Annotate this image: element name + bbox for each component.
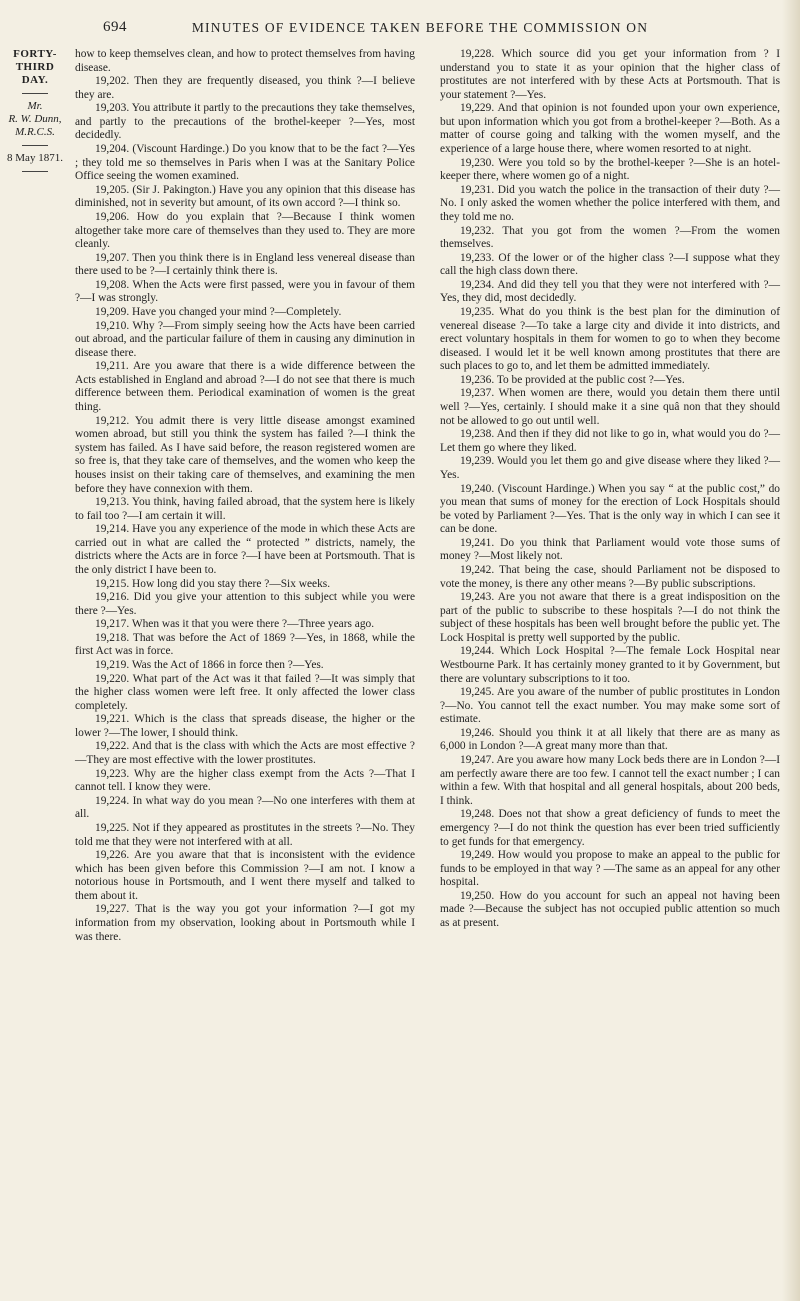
evidence-paragraph: 19,229. And that opinion is not founded upon your own experience, but upon information which you got from a brothel-keeper ?—Both. As a matter of course going and talking with the women myself, and the experience of a large house there, where women resorted to at night.	[440, 102, 780, 156]
margin-rule	[22, 93, 48, 94]
witness-title: Mr.	[27, 100, 43, 112]
sitting-date: 8 May 1871.	[7, 152, 63, 164]
page-header	[60, 16, 780, 40]
evidence-paragraph: 19,233. Of the lower or of the higher class ?—I suppose what they call the high class down there.	[440, 251, 780, 278]
evidence-paragraph: 19,230. Were you told so by the brothel-keeper ?—She is an hotel-keeper there, where women go of a night.	[440, 156, 780, 183]
evidence-paragraph: 19,236. To be provided at the public cost ?—Yes.	[460, 373, 685, 386]
evidence-paragraph: 19,247. Are you aware how many Lock beds there are in London ?—I am perfectly aware there are too few. I cannot tell the exact number ; I can within a few. With that hospital and all general hospitals, about 200 beds, I think.	[440, 754, 780, 807]
evidence-paragraph: 19,244. Which Lock Hospital ?—The female Lock Hospital near Westbourne Park. It has certainly money granted to it by Government, but there are voluntary subscriptions to it too.	[440, 645, 780, 685]
page-number: 694	[103, 19, 127, 35]
evidence-paragraph: 19,213. You think, having failed abroad, that the system here is likely to fail too ?—I am certain it will.	[75, 496, 415, 522]
evidence-paragraph: 19,240. (Viscount Hardinge.) When you say “ at the public cost,” do you mean that sums of money for the erection of Lock Hospitals should be voted by Parliament ?—Yes. That is the only way in which I can see it can be done.	[440, 482, 780, 536]
witness-qualifications: M.R.C.S.	[15, 126, 55, 138]
evidence-paragraph: 19,220. What part of the Act was it that failed ?—It was simply that the higher class women were left free. It only affected the lower class completely.	[75, 672, 415, 712]
evidence-paragraph: 19,222. And that is the class with which the Acts are most effective ?—They are most effective with the lower prostitutes.	[75, 740, 415, 767]
evidence-paragraph: 19,250. How do you account for such an appeal not having been made ?—Because the subject has not occupied public attention so much as at present.	[440, 889, 780, 929]
day-label-2: THIRD DAY.	[15, 61, 55, 86]
evidence-paragraph: 19,234. And did they tell you that they were not interfered with ?—Yes, they did, most decidedly.	[440, 278, 780, 305]
evidence-paragraph: 19,212. You admit there is very little disease amongst examined women abroad, but still you think the system has failed ?—I think the system has failed. As I have said before, the reason registered women are so free is, that they take care of themselves, and the women who keep the houses insist on their taking care of themselves, and examining the men before they have connexion with them.	[75, 414, 415, 495]
evidence-paragraph: 19,241. Do you think that Parliament would vote those sums of money ?—Most likely not.	[440, 536, 780, 563]
evidence-paragraph: 19,207. Then you think there is in England less venereal disease than there used to be ?—I certainly think there is.	[75, 251, 415, 278]
evidence-paragraph: 19,237. When women are there, would you detain them there until well ?—Yes, certainly. I should make it a sine quâ non that they should not be allowed to go out until well.	[440, 387, 780, 427]
scan-edge-shadow	[782, 0, 800, 1301]
evidence-paragraph: 19,216. Did you give your attention to this subject while you were there ?—Yes.	[75, 591, 415, 617]
evidence-paragraph: 19,249. How would you propose to make an appeal to the public for funds to be employed in that way ? —The same as an appeal for any other hospital.	[440, 849, 780, 889]
margin-rule	[22, 171, 48, 172]
evidence-paragraph: 19,210. Why ?—From simply seeing how the Acts have been carried out abroad, and the particular failure of them in causing any diminution in disease there.	[75, 319, 415, 359]
evidence-paragraph: 19,215. How long did you stay there ?—Six weeks.	[95, 577, 331, 590]
evidence-paragraph: 19,232. That you got from the women ?—From the women themselves.	[440, 224, 780, 251]
evidence-paragraph: 19,242. That being the case, should Parliament not be disposed to vote the money, is there any other means ?—By public subscriptions.	[440, 563, 780, 590]
evidence-paragraph: 19,204. (Viscount Hardinge.) Do you know that to be the fact ?—Yes ; they told me so themselves in Paris when I was at the Sanitary Police Office seeing the women examined.	[75, 143, 415, 183]
evidence-paragraph: 19,228. Which source did you get your information from ? I understand you to state it as your opinion that the higher class of prostitutes are not interfered with by these Acts at Portsmouth. That is your statement ?—Yes.	[440, 48, 780, 101]
margin-notes	[4, 48, 66, 178]
evidence-paragraph: 19,211. Are you aware that there is a wide difference between the Acts established in England and abroad ?—I do not see that there is much difference between them. Periodical examination of women is the great thing.	[75, 360, 415, 414]
evidence-paragraph: 19,243. Are you not aware that there is a great indisposition on the part of the public to subscribe to these hospitals ?—I do not think the subject of these hospitals has been well brought before the public yet. The Lock Hospital is pretty well supported by the public.	[440, 591, 780, 644]
evidence-paragraph: 19,224. In what way do you mean ?—No one interferes with them at all.	[75, 794, 415, 821]
evidence-paragraph: how to keep themselves clean, and how to protect themselves from having disease.	[75, 48, 415, 74]
evidence-paragraph: 19,208. When the Acts were first passed, were you in favour of them ?—I was strongly.	[75, 278, 415, 305]
evidence-paragraph: 19,238. And then if they did not like to go in, what would you do ?—Let them go where they liked.	[440, 428, 780, 454]
evidence-paragraph: 19,217. When was it that you were there ?—Three years ago.	[95, 618, 375, 631]
evidence-paragraph: 19,221. Which is the class that spreads disease, the higher or the lower ?—The lower, I should think.	[75, 713, 415, 739]
evidence-paragraph: 19,219. Was the Act of 1866 in force then ?—Yes.	[95, 659, 324, 672]
evidence-paragraph: 19,206. How do you explain that ?—Because I think women altogether take more care of themselves than they used to. They are more cleanly.	[75, 210, 415, 251]
evidence-paragraph: 19,239. Would you let them go and give disease where they liked ?—Yes.	[440, 455, 780, 481]
right-column	[440, 48, 780, 931]
evidence-paragraph: 19,202. Then they are frequently diseased, you think ?—I believe they are.	[75, 75, 415, 101]
evidence-paragraph: 19,226. Are you aware that that is inconsistent with the evidence which has been given before this Commission ?—I am not. I know a notorious house in Portsmouth, and I went there myself and talked to them about it.	[75, 849, 415, 902]
day-label-1: FORTY-	[13, 48, 57, 60]
evidence-paragraph: 19,245. Are you aware of the number of public prostitutes in London ?—No. You cannot tell the exact number. You may make some sort of estimate.	[440, 686, 780, 726]
evidence-paragraph: 19,203. You attribute it partly to the precautions they take themselves, and partly to the precautions of the brothel-keeper ?—Yes, most decidedly.	[75, 102, 415, 142]
running-title: MINUTES OF EVIDENCE TAKEN BEFORE THE COMMISSION ON	[191, 20, 649, 35]
evidence-paragraph: 19,227. That is the way you got your information ?—I got my information from my observation, looking about in Portsmouth while I was there.	[75, 903, 415, 943]
margin-rule	[22, 145, 48, 146]
witness-name: R. W. Dunn,	[8, 113, 62, 125]
evidence-paragraph: 19,209. Have you changed your mind ?—Completely.	[95, 305, 342, 318]
evidence-paragraph: 19,235. What do you think is the best plan for the diminution of venereal disease ?—To take a large city and divide it into districts, and erect voluntary hospitals in them for women to go to when they become diseased. I would let it be well known among prostitutes that there are such places to go to, and let them be admitted immediately.	[440, 305, 780, 373]
evidence-paragraph: 19,214. Have you any experience of the mode in which these Acts are carried out in what are called the “ protected ” districts, namely, the districts where the Acts are in force ?—I have been at Portsmouth. That is the only district I have been to.	[75, 523, 415, 576]
evidence-paragraph: 19,246. Should you think it at all likely that there are as many as 6,000 in London ?—A great many more than that.	[440, 726, 780, 753]
left-column	[75, 48, 415, 944]
evidence-paragraph: 19,223. Why are the higher class exempt from the Acts ?—That I cannot tell. I know they were.	[75, 767, 415, 794]
evidence-paragraph: 19,218. That was before the Act of 1869 ?—Yes, in 1868, while the first Act was in force.	[75, 631, 415, 658]
evidence-paragraph: 19,225. Not if they appeared as prostitutes in the streets ?—No. They told me that they were not interfered with at all.	[75, 821, 415, 848]
evidence-paragraph: 19,205. (Sir J. Pakington.) Have you any opinion that this disease has diminished, not in severity but amount, of its own accord ?—I think so.	[75, 183, 415, 210]
evidence-paragraph: 19,231. Did you watch the police in the transaction of their duty ?—No. I only asked the women whether the police interfered with them, and they told me no.	[440, 183, 780, 223]
evidence-paragraph: 19,248. Does not that show a great deficiency of funds to meet the emergency ?—I do not think the question has ever been tried sufficiently to get funds for that emergency.	[440, 808, 780, 848]
